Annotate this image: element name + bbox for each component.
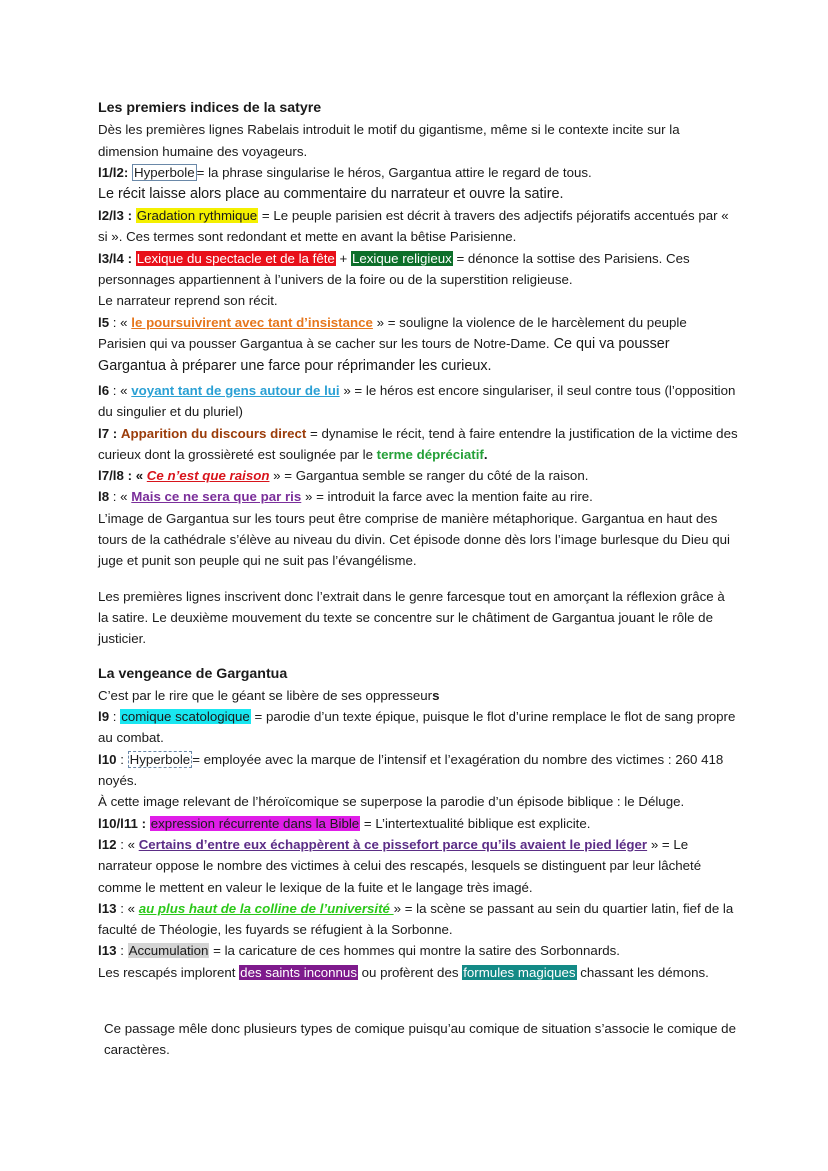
tag-formules-magiques: formules magiques <box>463 964 576 980</box>
tag-gradation: Gradation rythmique <box>136 208 258 224</box>
tag-lexique-religieux: Lexique religieux <box>351 250 452 266</box>
intro-paragraph: Dès les premières lignes Rabelais introduit le motif du gigantisme, même si le contexte incite sur la dimension humaine des voyageurs. <box>98 122 680 159</box>
line-l13-b <box>98 940 738 961</box>
line-l7 <box>98 423 738 466</box>
line-l12 <box>98 834 738 898</box>
label-discours-direct: Apparition du discours direct <box>120 425 307 441</box>
quote-open: : « <box>116 836 139 852</box>
text-middle: ou profèrent des <box>357 964 463 980</box>
plus-sign: + <box>335 250 351 266</box>
line-sep: : <box>116 943 128 959</box>
section-title-vengeance: La vengeance de Gargantua <box>98 665 288 682</box>
term-depreciatif: terme dépréciatif <box>376 446 484 462</box>
quote-open: : « <box>109 489 132 505</box>
document-body <box>98 98 738 983</box>
quote-l6: voyant tant de gens autour de lui <box>131 382 340 398</box>
line-text: » = Gargantua semble se ranger du côté de la raison. <box>269 468 589 484</box>
line-ref: l12 <box>98 836 117 852</box>
line-text: = la caricature de ces hommes qui montre la satire des Sorbonnards. <box>209 943 620 959</box>
quote-l7-l8: Ce n’est que raison <box>146 468 270 484</box>
section-title-satyre: Les premiers indices de la satyre <box>98 100 322 116</box>
line-l5 <box>98 312 738 377</box>
line-ref: l13 <box>98 943 117 959</box>
quote-open: : « <box>116 900 139 916</box>
line-l9 <box>98 706 738 749</box>
line-text: = dénonce la sottise des Parisiens. Ces personnages appartiennent à l’univers de la foire ou de la superstition religieuse. <box>98 250 690 288</box>
metaphor-paragraph: L’image de Gargantua sur les tours peut être comprise de manière métaphorique. Gargantua en haut des tours de la cathédrale s’élève au niveau du divin. Cet épisode donne dès lors l’image burlesque du Dieu qui juge et punit son peuple qui ne suit pas l’évangélisme. <box>98 510 731 569</box>
quote-open: : « <box>109 382 132 398</box>
rescapes-paragraph <box>98 962 738 983</box>
intro-vengeance <box>98 685 738 706</box>
line-ref: l2/l3 : <box>98 208 132 224</box>
line-text: » = Le narrateur oppose le nombre des victimes à celui des rescapés, lesquels se distinguent par leur lâcheté comme le mettent en valeur le lexique de la fuite et le langage très imagé. <box>98 836 702 895</box>
line-text: » = souligne la violence de le harcèlement du peuple Parisien qui va pousser Gargantua à se cacher sur les tours de Notre-Dame. <box>98 314 687 351</box>
narration-1: Le récit laisse alors place au commentaire du narrateur et ouvre la satire. <box>98 186 564 203</box>
intro-end: s <box>432 687 440 703</box>
tag-comique-scatologique: comique scatologique <box>121 709 250 725</box>
line-l3 <box>98 248 738 291</box>
line-ref: l7/l8 : « <box>98 468 144 484</box>
line-ref: l7 : <box>98 425 118 441</box>
line-l8 <box>98 486 738 507</box>
line-ref: l9 <box>98 709 110 725</box>
line-l7-l8 <box>98 465 738 486</box>
text-before: Les rescapés implorent <box>98 964 240 980</box>
line-text: » = le héros est encore singulariser, il seul contre tous (l’opposition du singulier et du pluriel) <box>98 382 736 420</box>
text-after: chassant les démons. <box>576 964 709 980</box>
line-l6 <box>98 380 738 423</box>
quote-l13: au plus haut de la colline de l’université <box>138 900 394 916</box>
intro-text: C’est par le rire que le géant se libère de ses oppresseur <box>98 687 433 703</box>
line-text: = L’intertextualité biblique est explicite. <box>360 815 591 831</box>
tag-lexique-spectacle: Lexique du spectacle et de la fête <box>136 250 335 266</box>
line-l1 <box>98 162 738 183</box>
quote-open: : « <box>109 314 132 330</box>
line-sep: : <box>109 709 121 725</box>
line-ref: l5 <box>98 314 110 330</box>
line-end: . <box>483 446 488 462</box>
line-ref: l6 <box>98 382 110 398</box>
line-ref: l3/l4 : <box>98 250 132 266</box>
tag-expression-bible: expression récurrente dans la Bible <box>150 815 360 831</box>
tag-hyperbole: Hyperbole <box>134 164 195 180</box>
line-l13-a <box>98 898 738 941</box>
line-ref: l8 <box>98 489 110 505</box>
line-text: » = introduit la farce avec la mention faite au rire. <box>301 489 593 505</box>
line-ref: l13 <box>98 900 117 916</box>
line-ref: l10 <box>98 751 117 767</box>
tag-accumulation: Accumulation <box>128 943 209 959</box>
line-l2 <box>98 205 738 248</box>
line-extra: Ce qui va pousser Gargantua à préparer une farce pour réprimander les curieux. <box>98 335 670 374</box>
line-l10-l11 <box>98 813 738 834</box>
quote-l8: Mais ce ne sera que par ris <box>131 489 302 505</box>
tag-saints-inconnus: des saints inconnus <box>240 964 357 980</box>
line-text: = parodie d’un texte épique, puisque le flot d’urine remplace le flot de sang propre au combat. <box>98 709 736 746</box>
parody-paragraph: À cette image relevant de l’héroïcomique se superpose la parodie d’un épisode biblique : le Déluge. <box>98 794 685 810</box>
line-text: = employée avec la marque de l’intensif et l’exagération du nombre des victimes : 260 418 noyés. <box>98 751 724 789</box>
line-ref: l10/l11 : <box>98 815 147 831</box>
summary-paragraph: Les premières lignes inscrivent donc l’extrait dans le genre farcesque tout en amorçant la réflexion grâce à la satire. Le deuxième mouvement du texte se concentre sur le châtiment de Gargantua jouant le rôle de justicier. <box>98 588 725 647</box>
line-text: = la phrase singularise le héros, Gargantua attire le regard de tous. <box>196 164 592 180</box>
line-ref: l1/l2: <box>98 164 129 180</box>
narration-2: Le narrateur reprend son récit. <box>98 293 278 309</box>
line-sep: : <box>116 751 128 767</box>
conclusion-paragraph: Ce passage mêle donc plusieurs types de comique puisqu’au comique de situation s’associe le comique de caractères. <box>104 1021 736 1058</box>
quote-l12: Certains d’entre eux échappèrent à ce pissefort parce qu’ils avaient le pied léger <box>138 836 648 852</box>
quote-l5: le poursuivirent avec tant d’insistance <box>131 314 373 330</box>
tag-hyperbole: Hyperbole <box>129 751 191 767</box>
line-text: » = la scène se passant au sein du quartier latin, fief de la faculté de Théologie, les fuyards se réfugient à la Sorbonne. <box>98 900 734 938</box>
line-text: = dynamise le récit, tend à faire entendre la justification de la victime des curieux dont la grossièreté est soulignée par le <box>98 425 738 462</box>
line-text: = Le peuple parisien est décrit à travers des adjectifs péjoratifs accentués par « si ». Ces termes sont redondant et mette en avant la bêtise Parisienne. <box>98 208 729 245</box>
line-l10 <box>98 749 738 792</box>
